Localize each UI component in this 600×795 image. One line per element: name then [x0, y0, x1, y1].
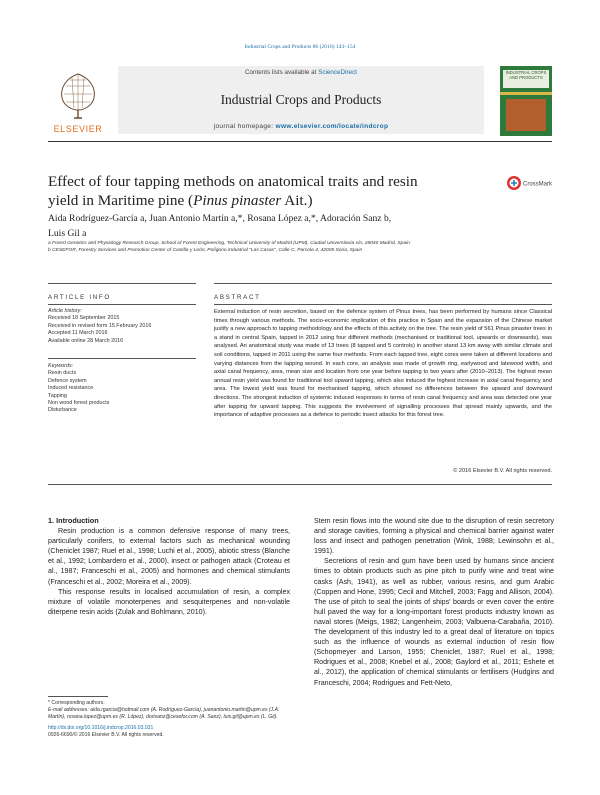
homepage-prefix: journal homepage:: [213, 123, 276, 130]
sciencedirect-link[interactable]: ScienceDirect: [318, 69, 357, 76]
affiliations: [48, 240, 548, 255]
article-info-heading: ARTICLE INFO: [48, 294, 111, 301]
homepage-link[interactable]: www.elsevier.com/locate/indcrop: [275, 123, 389, 130]
contents-line: [118, 69, 484, 76]
abstract-heading: ABSTRACT: [214, 294, 261, 301]
body-column-right: [314, 516, 554, 688]
footnote-divider: [48, 696, 108, 697]
history-label: Article history:: [48, 308, 82, 314]
journal-cover-thumbnail[interactable]: [500, 66, 552, 136]
doi-link[interactable]: http://dx.doi.org/10.1016/j.indcrop.2016.03.031: [48, 725, 154, 732]
footnote-corresponding: * Corresponding authors.: [48, 700, 105, 706]
keywords: [48, 363, 188, 415]
body-paragraph: Resin production is a common defensive response of many trees, particularly conifers, to external factors such as mechanical wounding (Cheniclet 1987; Ruel et al., 1998; Luchi et al., 2005), abiotic stress (Blanche et al., 1992; Lombardero et al., 2000), insect or pathogen attack (Croteau et al., 1987; Franceschi et al., 2005) and hormones and chemical stimulants (Franceschi et al., 2002; Moreira et al., 2009).: [48, 527, 290, 586]
abstract-copyright: © 2016 Elsevier B.V. All rights reserved.: [453, 468, 552, 474]
body-paragraph: Secretions of resin and gum have been used by humans since ancient times to obtain products such as pine pitch to purify wine and treat wine casks (Ash, 1941), as well as rubber, various resins, and gum Arabic (Coppen and Hone, 1995; Cecil and Mitchell, 2003; Fagg and Allison, 2004). The use of pitch to seal the joints of ships' boards or even cover the entire hull paved the way for a long-important forest products industry known as naval stores (Meigs, 1982; Langenheim, 2003; Valbuena-Carabaña, 2010). The development of this industry led to a great deal of literature on topics such as the influence of wounds as external induction of resin flow (Schopmeyer and Larson, 1955; Cheniclet, 1987; Ruel et al., 1998; Rodrigues et al., 2008; Knebel et al., 2008; Gaylord et al., 2011; Eshete et al., 2012), the application of chemical stimulants or fertilisers (Hudgins and Franceschi, 2004; Rodrigues and Fett-Neto,: [314, 557, 554, 687]
divider: [214, 304, 552, 305]
divider: [48, 358, 196, 359]
title-end: Ait.): [281, 192, 313, 209]
journal-title: Industrial Crops and Products: [220, 92, 382, 107]
journal-reference[interactable]: Industrial Crops and Products 86 (2016) 143–154: [244, 44, 356, 50]
article-title: [48, 172, 448, 210]
issn-line: 0926-6690/© 2016 Elsevier B.V. All rights reserved.: [48, 732, 164, 739]
section-heading-introduction: 1. Introduction: [48, 516, 99, 525]
affiliation-a: a Forest Genetics and Physiology Research Group, School of Forest Engineering, Technical University of Madrid (UPM), Ciudad Universitaria s/n, 28040 Madrid, Spain: [48, 241, 410, 246]
history-item: Received 18 September 2015: [48, 315, 120, 322]
keyword-item: Resin ducts: [48, 370, 77, 377]
history-item: Received in revised form 15 February 2016: [48, 322, 152, 329]
title-main: Effect of four tapping methods on anatomical traits and resin yield in Maritime pine (: [48, 173, 418, 209]
divider: [48, 283, 196, 284]
divider: [48, 304, 196, 305]
keyword-item: Induced resistance: [48, 385, 94, 392]
crossmark-icon[interactable]: [506, 175, 552, 191]
history-item: Accepted 11 March 2016: [48, 330, 108, 337]
tree-logo-icon: [52, 68, 104, 120]
author-list: [48, 212, 528, 241]
crossmark-label: CrossMark: [523, 181, 552, 188]
keyword-item: Non wood forest products: [48, 400, 110, 407]
keywords-label: Keywords:: [48, 363, 74, 369]
body-column-left: [48, 516, 290, 617]
masthead-center: [118, 66, 484, 134]
title-species: Pinus pinaster: [193, 192, 282, 209]
journal-masthead: [48, 64, 552, 142]
keyword-item: Disturbance: [48, 407, 77, 414]
contents-prefix: Contents lists available at: [244, 69, 319, 76]
authors-line-2: Luis Gil a: [48, 227, 87, 239]
body-paragraph: This response results in localised accumulation of resin, a complex mixture of volatile monoterpenes and sesquiterpenes and non-volatile diterpene resin acids (Zulak and Bohlmann, 2010).: [48, 587, 290, 616]
elsevier-logo[interactable]: [48, 68, 108, 138]
divider: [48, 484, 552, 485]
elsevier-wordmark: ELSEVIER: [53, 124, 103, 134]
keyword-item: Tapping: [48, 392, 67, 399]
footnote-emails: E-mail addresses: aida.rgarcia@hotmail.com (A. Rodríguez-García), juanantonio.martin@upm.es (J.A. Martín), rosana.lopez@upm.es (R. López), dorisanz@cesefor.com (A. Sanz), luis.gil@upm.es (L. Gil).: [48, 707, 280, 721]
keyword-item: Defence system: [48, 377, 87, 384]
affiliation-b: b CESEFOR, Forestry Services and Promotion Center of Castilla y León, Polígono Industrial "Las Casas", Calle C, Parcela 4, 42005 Soria, Spain: [48, 248, 363, 254]
authors-line-1: Aida Rodríguez-García a, Juan Antonio Martín a,*, Rosana López a,*, Adoración Sanz b,: [48, 213, 392, 224]
homepage-line: [118, 123, 484, 130]
article-history: [48, 308, 188, 345]
body-paragraph: Stem resin flows into the wound site due to the disruption of resin secretory and storage cavities, forming a physical and chemical barrier against water loss and insect and pathogen penetration (Wink, 1988; Lewinsohn et al., 1991).: [314, 517, 554, 556]
cover-title: INDUSTRIAL CROPS AND PRODUCTS: [503, 70, 549, 88]
history-item: Available online 28 March 2016: [48, 337, 124, 344]
footnotes: [48, 700, 290, 739]
cover-image: [506, 99, 546, 131]
cover-stripe: [500, 92, 552, 95]
divider: [214, 283, 552, 284]
abstract-text: External induction of resin secretion, based on the defence system of Pinus trees, has been performed by humans since Classical times through various methods. The socio-economic implication of this practice in Spain and the expansion of the Chinese market justify a new approach to tapping methodology and the effects of this activity on the tree. The resin yield of 561 Pinus pinaster trees in a stand in central Spain, tapped in 2012 using four different methods (mechanised or traditional tool, upwards or downwards), was analysed. An anatomical study was made of 13 trees (8 tapped and 5 controls) in another stand 13 km away with similar climate and soil conditions, tapped in 2011 using the same four methods. From each tapped tree, eight cores were taken at different locations and varying distances from the tapping wound. In each core, an analysis was made of growth ring, earlywood and latewood width, and axial canal frequency, area, mean size and location from one year before tapping to two years after (2010–2013). The highest mean annual resin yield was found for traditional tool upward tapping, which also induced the highest increase in axial canal frequency and area. The lowest yield was found for mechanised tapping, which showed no differences between the upward and downward directions. The strongest induction of systemic induced responses in terms of resin canal frequency and area was detected one year after tapping for upward tapping. This suggests the involvement of signalling processes that spread mainly upwards, and the importance of adaptive processes as a defence to periodic insect attacks for this forest tree.: [214, 309, 552, 419]
